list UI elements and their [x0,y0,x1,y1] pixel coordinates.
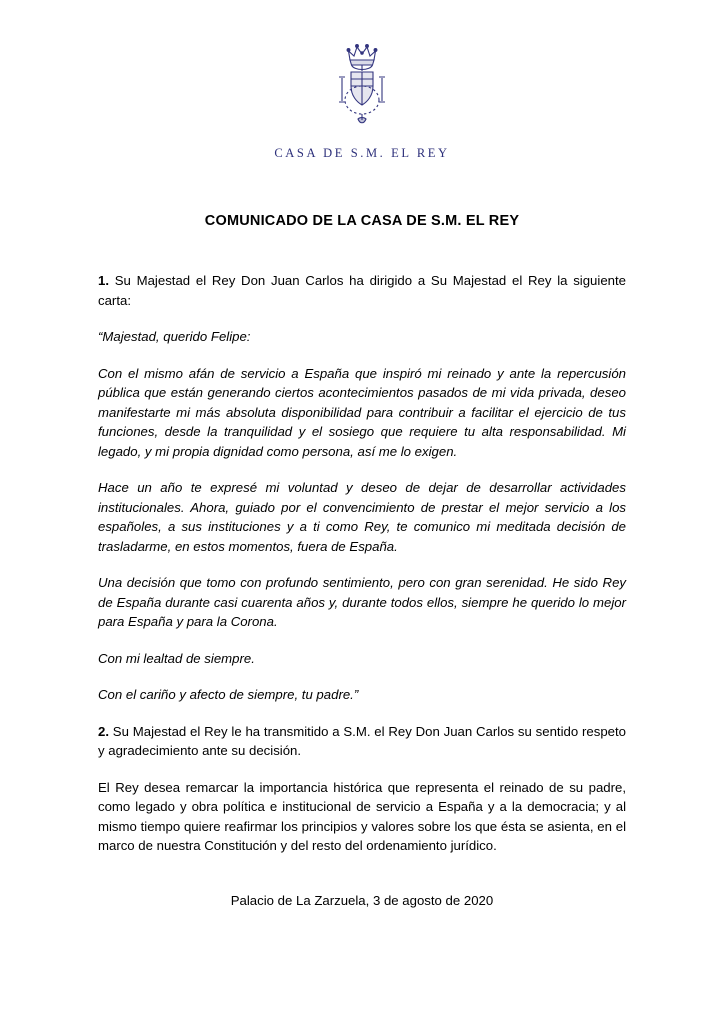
paragraph-letter-p5: Con el cariño y afecto de siempre, tu padre.” [98,687,359,702]
paragraph-item-1 [98,271,626,310]
paragraph-letter-p1: Con el mismo afán de servicio a España que inspiró mi reinado y ante la repercusión pública que están generando ciertos acontecimientos pasados de mi vida privada, deseo manifestarte mi más absoluta disponibilidad para contribuir a facilitar el ejercicio de tus funciones, desde la tranquilidad y el sosiego que requiere tu alta responsabilidad. Mi legado, y mi propia dignidad como persona, así me lo exigen. [98,365,626,459]
list-number: 2. [98,723,109,739]
document-body [98,271,626,856]
paragraph-item-2 [98,722,626,761]
paragraph-letter-p2: Hace un año te expresé mi voluntad y deseo de dejar de desarrollar actividades institucionales. Ahora, guiado por el convencimiento de prestar el mejor servicio a los españoles, a sus instituciones y a ti como Rey, te comunico mi meditada decisión de trasladarme, en estos momentos, fuera de España. [98,480,626,554]
paragraph-text: Su Majestad el Rey Don Juan Carlos ha dirigido a Su Majestad el Rey la siguiente carta: [98,273,626,308]
paragraph-letter-p3: Una decisión que tomo con profundo sentimiento, pero con gran serenidad. He sido Rey de España durante casi cuarenta años y, durante todos ellos, siempre he querido lo mejor para España y para la Corona. [98,575,626,629]
paragraph-text: Su Majestad el Rey le ha transmitido a S.M. el Rey Don Juan Carlos su sentido respeto y agradecimiento ante su decisión. [98,723,626,758]
letterhead [98,30,626,161]
royal-crest-icon [330,38,394,130]
letterhead-organization: CASA DE S.M. EL REY [274,146,450,160]
paragraph-salutation: “Majestad, querido Felipe: [98,329,251,344]
document-footer: Palacio de La Zarzuela, 3 de agosto de 2020 [230,893,494,908]
paragraph-closing: El Rey desea remarcar la importancia histórica que representa el reinado de su padre, como legado y obra política e institucional de servicio a España y a la democracia; y al mismo tiempo quiere reafirmar los principios y valores sobre los que ésta se asienta, en el marco de nuestra Constitución y del resto del ordenamiento jurídico. [98,779,626,853]
list-number: 1. [98,273,109,288]
page-title: COMUNICADO DE LA CASA DE S.M. EL REY [204,213,520,229]
paragraph-letter-p4: Con mi lealtad de siempre. [98,650,255,666]
